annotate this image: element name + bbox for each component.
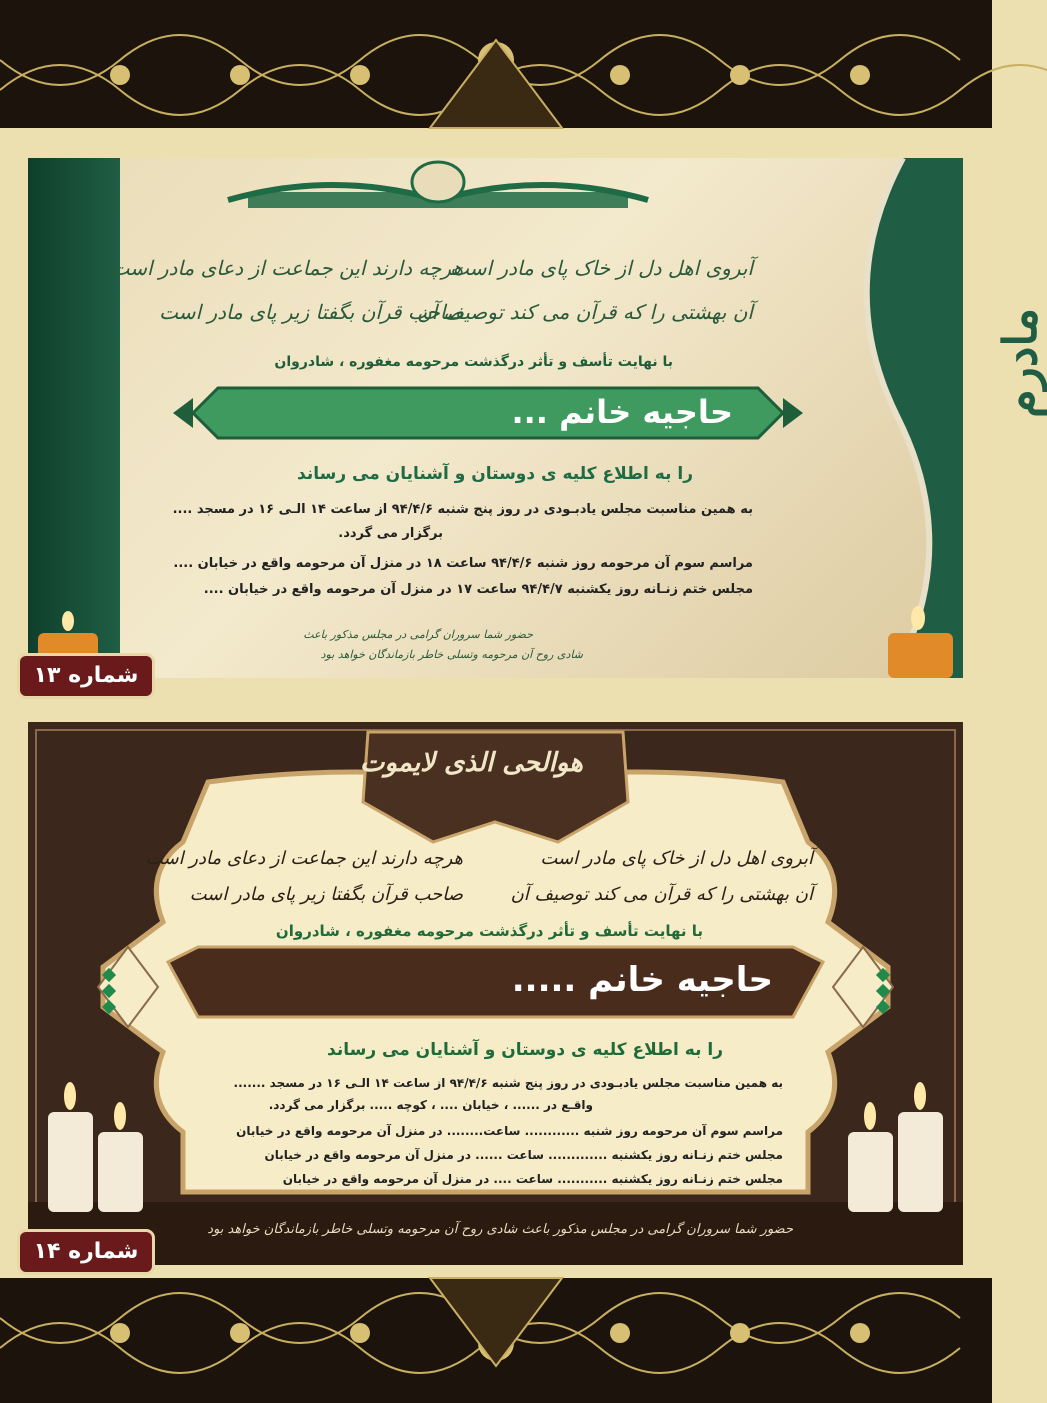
top-ornament-band (0, 0, 992, 128)
floral-ornament-icon (0, 1278, 992, 1403)
poem-right-1: آبروی اهل دل از خاک پای مادر است (450, 256, 753, 280)
green-side-panel (28, 158, 120, 678)
detail-line-2: واقـع در ...... ، خیابان .... ، کوچه ..... برگزار می گردد. (268, 1098, 593, 1112)
detail-line-4: مجلس ختم زنـانه روز یکشنبه ............. ساعت ...... در منزل آن مرحومه واقع در خیابان (264, 1148, 783, 1162)
intro-line: با نهایت تأسف و تأثر درگذشت مرحومه مغفوره ، شادروان (274, 354, 673, 370)
floral-ornament-icon (0, 0, 992, 128)
detail-line-4: مجلس ختم زنـانه روز یکشنبه ۹۴/۴/۷ ساعت ۱۷ در منزل آن مرحومه واقع در خیابان .... (203, 582, 753, 597)
candle-icon (873, 608, 963, 678)
detail-line-1: به همین مناسبت مجلس یادبـودی در روز پنج شنبه ۹۴/۴/۶ از ساعت ۱۴ الـی ۱۶ در مسجد .... (172, 502, 753, 517)
poem-left-1: هرچه دارند این جماعت از دعای مادر است (110, 256, 463, 280)
detail-line-2: برگزار می گردد. (338, 526, 443, 541)
poem-left-2: صاحب قرآن بگفتا زیر پای مادر است (189, 884, 463, 905)
poem-left-2: صاحب قرآن بگفتا زیر پای مادر است (159, 300, 463, 324)
detail-line-3: مراسم سوم آن مرحومه روز شنبه ۹۴/۴/۶ ساعت ۱۸ در منزل آن مرحومه واقع در خیابان .... (173, 556, 753, 571)
detail-line-3: مراسم سوم آن مرحومه روز شنبه ............ ساعت........ در منزل آن مرحومه واقع در خیابان (236, 1124, 783, 1138)
badge-14: شماره ۱۴ (20, 1232, 152, 1272)
header-calligraphy: هوالحی الذی لایموت (360, 748, 583, 778)
header-ornament-icon (228, 160, 648, 220)
deceased-name: حاجیه خانم ... (511, 393, 733, 431)
footer-line-1: حضور شما سروران گرامی در مجلس مذکور باعث (303, 628, 533, 641)
notice-line: را به اطلاع کلیه ی دوستان و آشنایان می رساند (327, 1040, 723, 1060)
poem-right-2: آن بهشتی را که قرآن می کند توصیف آن (416, 300, 753, 324)
name-banner (173, 383, 803, 443)
deceased-name: حاجیه خانم ..... (511, 960, 773, 1000)
announcement-card-13 (28, 158, 1047, 678)
intro-line: با نهایت تأسف و تأثر درگذشت مرحومه مغفوره ، شادروان (275, 922, 703, 940)
bottom-ornament-band (0, 1278, 992, 1403)
footer-line: حضور شما سروران گرامی در مجلس مذکور باعث شادی روح آن مرحومه وتسلی خاطر بازماندگان خواهد بود (207, 1222, 793, 1237)
announcement-card-14 (28, 722, 963, 1265)
green-wave-icon (803, 158, 963, 678)
notice-line: را به اطلاع کلیه ی دوستان و آشنایان می رساند (297, 464, 693, 484)
detail-line-5: مجلس ختم زنـانه روز یکشنبه ........... ساعت .... در منزل آن مرحومه واقع در خیابان (282, 1172, 783, 1186)
poem-right-2: آن بهشتی را که قرآن می کند توصیف آن (510, 884, 813, 905)
candle-icon (38, 1072, 158, 1212)
footer-line-2: شادی روح آن مرحومه وتسلی خاطر بازماندگان خواهد بود (320, 648, 583, 661)
detail-line-1: به همین مناسبت مجلس یادبـودی در روز پنج شنبه ۹۴/۴/۶ از ساعت ۱۴ الـی ۱۶ در مسجد ....... (233, 1076, 783, 1090)
candle-icon (833, 1072, 953, 1212)
poem-right-1: آبروی اهل دل از خاک پای مادر است (540, 848, 813, 869)
mother-calligraphy-title: مادرم (993, 308, 1047, 418)
badge-13: شماره ۱۳ (20, 656, 152, 696)
poem-left-1: هرچه دارند این جماعت از دعای مادر است (145, 848, 463, 869)
